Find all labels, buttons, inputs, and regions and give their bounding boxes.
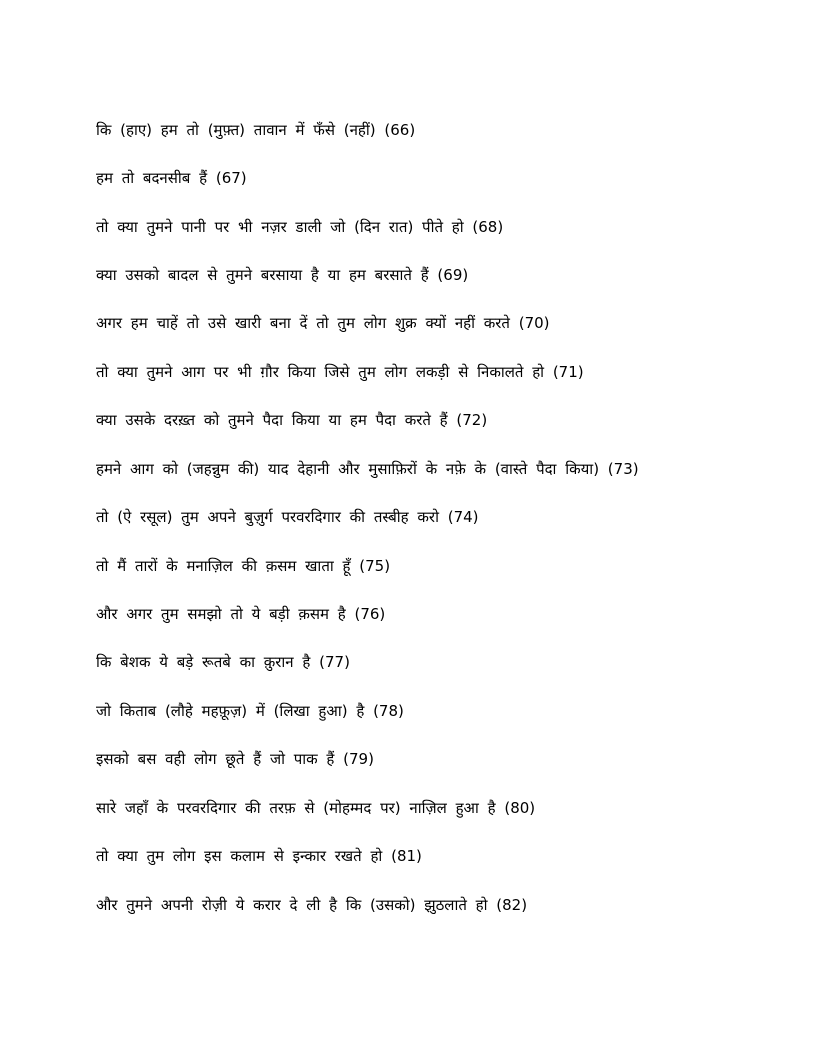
verse-line-79: इसको बस वही लोग छूते हैं जो पाक हैं (79) (96, 750, 374, 768)
verse-line-68: तो क्या तुमने पानी पर भी नज़र डाली जो (दिन रात) पीते हो (68) (96, 218, 504, 236)
verse-line-66: कि (हाए) हम तो (मुफ़्त) तावान में फँसे (नहीं) (66) (96, 121, 416, 139)
verse-line-71: तो क्या तुमने आग पर भी ग़ौर किया जिसे तुम लोग लकड़ी से निकालते हो (71) (96, 363, 584, 381)
verse-line-80: सारे जहाँ के परवरदिगार की तरफ़ से (मोहम्मद पर) नाज़िल हुआ है (80) (96, 799, 536, 817)
verse-line-67: हम तो बदनसीब हैं (67) (96, 169, 247, 187)
verse-line-81: तो क्या तुम लोग इस कलाम से इन्कार रखते हो (81) (96, 847, 422, 865)
verse-line-82: और तुमने अपनी रोज़ी ये करार दे ली है कि (उसको) झुठलाते हो (82) (96, 896, 528, 914)
verse-line-69: क्या उसको बादल से तुमने बरसाया है या हम बरसाते हैं (69) (96, 266, 469, 284)
verse-line-73: हमने आग को (जहन्नुम की) याद देहानी और मुसाफ़िरों के नफ़े के (वास्ते पैदा किया) (73) (96, 460, 639, 478)
verse-line-77: कि बेशक ये बड़े रूतबे का क़ुरान है (77) (96, 653, 350, 671)
verse-line-72: क्या उसके दरख़्त को तुमने पैदा किया या हम पैदा करते हैं (72) (96, 411, 488, 429)
verse-line-74: तो (ऐ रसूल) तुम अपने बुज़ुर्ग परवरदिगार की तस्बीह करो (74) (96, 508, 479, 526)
verse-line-75: तो मैं तारों के मनाज़िल की क़सम खाता हूँ (75) (96, 557, 391, 575)
verse-line-76: और अगर तुम समझो तो ये बड़ी क़सम है (76) (96, 605, 386, 623)
verse-line-78: जो किताब (लौहे महफ़ूज़) में (लिखा हुआ) है (78) (96, 702, 404, 720)
verse-line-70: अगर हम चाहें तो उसे खारी बना दें तो तुम लोग शुक्र क्यों नहीं करते (70) (96, 314, 550, 332)
